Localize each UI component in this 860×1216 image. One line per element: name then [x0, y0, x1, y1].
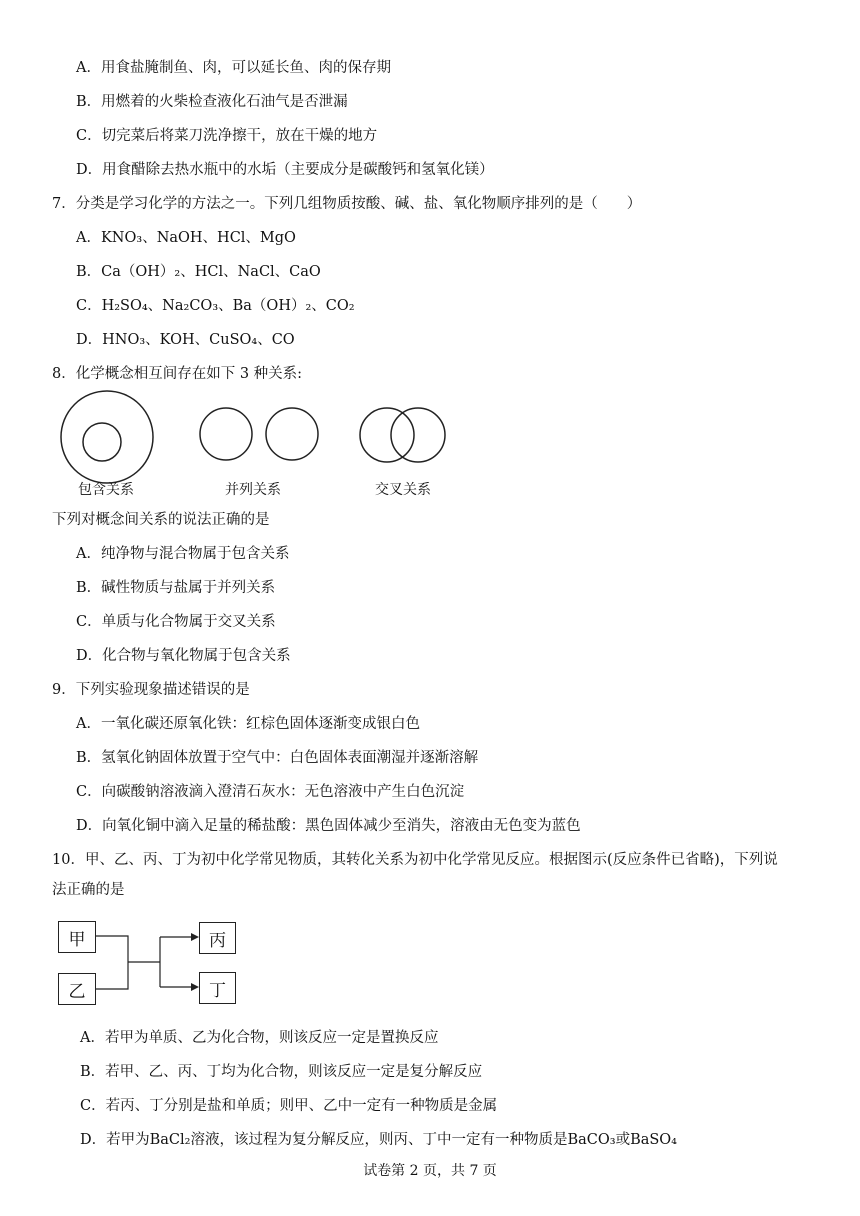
q7-option-d: D．HNO₃、KOH、CuSO₄、CO: [76, 332, 295, 348]
q7-option-c: C．H₂SO₄、Na₂CO₃、Ba（OH）₂、CO₂: [76, 298, 355, 314]
q9-option-a: A．一氧化碳还原氧化铁：红棕色固体逐渐变成银白色: [76, 716, 420, 732]
q7-stem: 7．分类是学习化学的方法之一。下列几组物质按酸、碱、盐、氧化物顺序排列的是（ ）: [52, 196, 642, 212]
box-jia: 甲: [58, 921, 96, 953]
q10-option-b: B．若甲、乙、丙、丁均为化合物，则该反应一定是复分解反应: [80, 1064, 483, 1080]
q6-option-c: C．切完菜后将菜刀洗净擦干，放在干燥的地方: [76, 128, 378, 144]
inclusion-inner-circle: [83, 423, 121, 461]
q7-option-b: B．Ca（OH）₂、HCl、NaCl、CaO: [76, 264, 321, 280]
q9-option-d: D．向氧化铜中滴入足量的稀盐酸：黑色固体减少至消失，溶液由无色变为蓝色: [76, 818, 581, 834]
q10-stem-line1: 10．甲、乙、丙、丁为初中化学常见物质，其转化关系为初中化学常见反应。根据图示(反应条件已省略)，下列说: [52, 852, 778, 868]
box-yi: 乙: [58, 973, 96, 1005]
q8-option-a: A．纯净物与混合物属于包含关系: [76, 546, 290, 562]
q7-option-a: A．KNO₃、NaOH、HCl、MgO: [76, 230, 296, 246]
q8-stem: 8．化学概念相互间存在如下 3 种关系:: [52, 366, 303, 382]
q9-stem: 9．下列实验现象描述错误的是: [52, 682, 250, 698]
intersect-left-circle: [360, 408, 414, 462]
q10-option-d: D．若甲为BaCl₂溶液，该过程为复分解反应，则丙、丁中一定有一种物质是BaCO₃或BaSO₄: [80, 1132, 677, 1148]
q8-option-d: D．化合物与氧化物属于包含关系: [76, 648, 291, 664]
q10-option-a: A．若甲为单质、乙为化合物，则该反应一定是置换反应: [80, 1030, 439, 1046]
q10-stem-line2: 法正确的是: [52, 882, 125, 898]
box-ding: 丁: [199, 972, 236, 1004]
parallel-left-circle: [200, 408, 252, 460]
reaction-diagram-connectors: [0, 915, 860, 1015]
q9-option-b: B．氢氧化钠固体放置于空气中：白色固体表面潮湿并逐渐溶解: [76, 750, 479, 766]
intersect-right-circle: [391, 408, 445, 462]
inclusion-outer-circle: [61, 391, 153, 483]
q10-option-c: C．若丙、丁分别是盐和单质；则甲、乙中一定有一种物质是金属: [80, 1098, 498, 1114]
q6-option-a: A．用食盐腌制鱼、肉，可以延长鱼、肉的保存期: [76, 60, 391, 76]
q8-option-c: C．单质与化合物属于交叉关系: [76, 614, 276, 630]
box-bing: 丙: [199, 922, 236, 954]
q6-option-d: D．用食醋除去热水瓶中的水垢（主要成分是碳酸钙和氢氧化镁）: [76, 162, 494, 178]
parallel-right-circle: [266, 408, 318, 460]
q9-option-c: C．向碳酸钠溶液滴入澄清石灰水：无色溶液中产生白色沉淀: [76, 784, 465, 800]
q6-option-b: B．用燃着的火柴检查液化石油气是否泄漏: [76, 94, 348, 110]
q8-option-b: B．碱性物质与盐属于并列关系: [76, 580, 276, 596]
q8-prompt: 下列对概念间关系的说法正确的是: [52, 512, 270, 528]
label-parallel: 并列关系: [225, 482, 281, 498]
page-footer: 试卷第 2 页，共 7 页: [363, 1163, 497, 1179]
label-intersect: 交叉关系: [375, 482, 431, 498]
label-inclusion: 包含关系: [78, 482, 134, 498]
